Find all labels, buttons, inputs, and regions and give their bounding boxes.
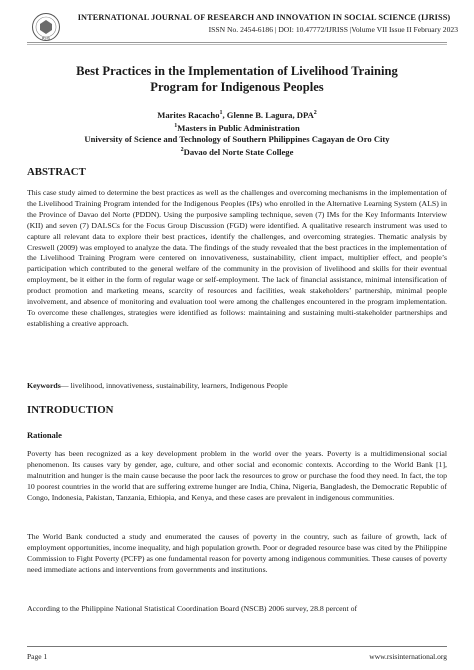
author-1: Marites Racacho (157, 109, 220, 120)
title-line-2: Program for Indigenous Peoples (150, 80, 324, 94)
introduction-heading: INTRODUCTION (27, 404, 114, 416)
keywords-line (27, 381, 447, 392)
paper-title (27, 63, 447, 95)
page-number: Page 1 (27, 652, 48, 661)
affiliation-2: $^2$Davao del Norte State College (180, 146, 294, 157)
journal-meta: ISSN No. 2454-6186 | DOI: 10.47772/IJRISS |Volume VII Issue II February 2023 (208, 25, 458, 34)
journal-logo-icon (31, 12, 61, 42)
abstract-heading: ABSTRACT (27, 166, 86, 178)
abstract-text: This case study aimed to determine the best practices as well as the challenges and overcoming mechanisms in the implementation of the Livelihood Training Program intended for the Indigenous Peoples (IPs) who enrolled in the Alternative Learning System (ALS) in the Province of Davao del Norte (PDDN). Using the purposive sampling technique, seven (7) IMs for the Key Informants Interview (KII) and seven (7) DALSCs for the Focus Group Discussion (FGD) were identified. A qualitative research instrument was used to capture all relevant data to explore their best practices, identify the challenges, and overcoming strategies. Thematic analysis by Creswell (2009) was employed to analyze the data. The findings of the study revealed that the best practices in the implementation of the Livelihood Training Program were centered on innovativeness, sustainability, client impact, multiplier effect, and people’s participation which contributed to the general welfare of the community in the provision of livelihood and skills for their eventual employment, be it either in the form of regular wage or self-employment. The lack of financial assistance, minimal intensification of product promotion and marketing means, scarcity of resources and facilities, weak stakeholders’ partnership, minimal people involvement, and absence of monitoring and evaluation tool were among the challenges encountered in the program implementation. To overcome these challenges, strategies were identified as follows: maintaining and sustaining multi-stakeholder partnerships and establishing a creative approach. (27, 188, 447, 328)
affiliation-1-org: University of Science and Technology of Southern Philippines Cagayan de Oro City (84, 133, 390, 144)
title-line-1: Best Practices in the Implementation of Livelihood Training (76, 64, 398, 78)
header-rule-thin (27, 44, 447, 45)
affiliation-1: $^1$Masters in Public Administration (174, 122, 300, 133)
journal-title: INTERNATIONAL JOURNAL OF RESEARCH AND INNOVATION IN SOCIAL SCIENCE (IJRISS) (77, 13, 451, 22)
journal-website: www.rsisinternational.org (369, 652, 447, 661)
author-2: , Glenne B. Lagura, DPA (222, 109, 314, 120)
header-rule (27, 42, 447, 43)
intro-paragraph-1: Poverty has been recognized as a key development problem in the world over the years. Poverty is a multidimensional social phenomenon. Its causes vary by gender, age, culture, and other social and economic contexts. According to the World Bank [1], malnutrition and hunger is the main cause because the poor lack the resources to grow or purchase the food they need. In fact, the top 10 poorest countries in the world that are suffering extreme hunger are India, China, Nigeria, Bangladesh, the Democratic Republic of Congo, Indonesia, Pakistan, Tanzania, Ethiopia, and Kenya, and these cases are prevalent in indigenous communities. (27, 449, 447, 502)
authors-block (27, 108, 447, 158)
author-names (27, 108, 447, 121)
keywords-label: Keywords (27, 381, 61, 390)
author-1-sup: 1 (219, 110, 223, 116)
keywords-text: — livelihood, innovativeness, sustainability, learners, Indigenous People (60, 381, 288, 390)
footer-rule (27, 646, 447, 647)
intro-paragraph-3: According to the Philippine National Statistical Coordination Board (NSCB) 2006 survey, 28.8 percent of (27, 604, 358, 613)
author-2-sup: 2 (313, 110, 317, 116)
svg-text:RSIS: RSIS (41, 36, 51, 41)
intro-paragraph-2: The World Bank conducted a study and enumerated the causes of poverty in the country, such as failure of growth, lack of employment opportunities, income inequality, and high population growth. Poor or degraded resource base was cited by the Philippine Commission to Fight Poverty (PCFP) as one fundamental reason for poverty among indigenous communities. These causes of poverty need immediate actions and interventions from governments and institutions. (27, 532, 447, 574)
rationale-heading: Rationale (27, 430, 62, 440)
